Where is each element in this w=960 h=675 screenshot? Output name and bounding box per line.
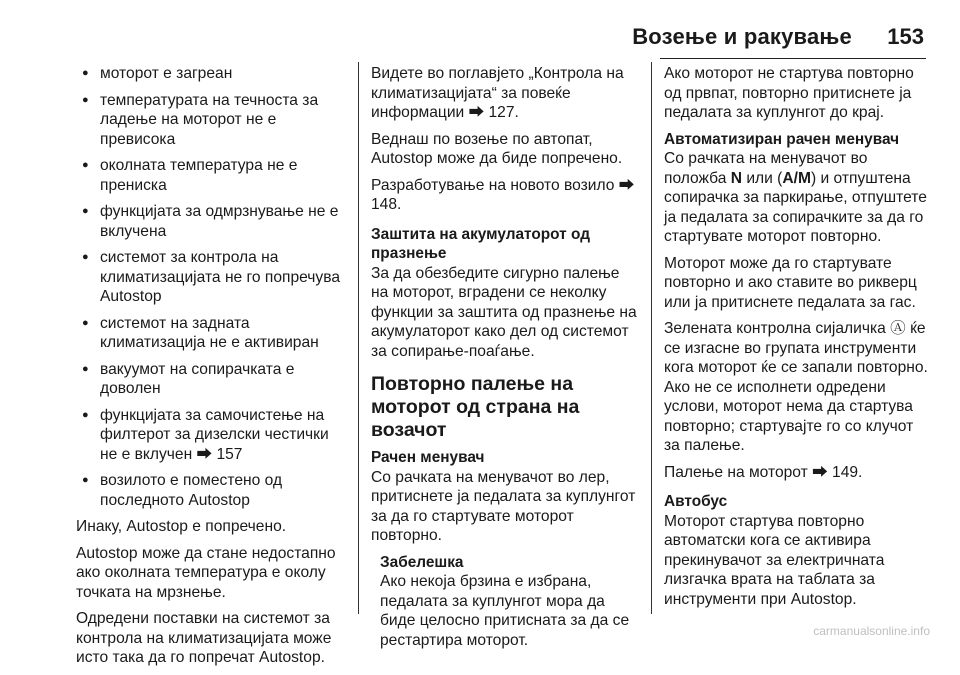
page-header [0,0,960,58]
footer-watermark: carmanualsonline.info [813,624,930,638]
note-title: Забелешка [380,553,464,571]
list-item: ● возилото е поместено од последното Autostop [76,471,348,510]
header-rule [660,58,926,59]
subheading-bus: Автобус [664,493,728,510]
list-item: ● вакуумот на сопирачката е доволен [76,360,348,399]
paragraph: Моторот стартува повторно автоматски кога се активира прекинувачот за електричната лизгачка врата на таблата за инструменти при Autostop. [664,512,885,608]
paragraph: Видете во поглавјето „Контрола на климатизацијата“ за повеќе информации ⮕ 127. [371,65,624,121]
paragraph: Разработување на новото возило ⮕ 148. [371,176,635,213]
list-item: ● функцијата за одмрзнување не е вклучена [76,202,348,241]
list-item: ● околната температура не е прениска [76,156,348,195]
column-divider [358,62,359,614]
subheading-automated-manual: Автоматизиран рачен менувач [664,130,900,148]
paragraph: Ако моторот не стартува повторно од првпат, повторно притиснете ја педалата за куплунгот до крај. [664,65,914,121]
paragraph: Инаку, Autostop е попречено. [76,518,287,535]
gear-am-label: A/M [782,169,811,187]
list-item: ● моторот е загреан [76,64,348,84]
paragraph: Палење на моторот ⮕ 149. [664,463,863,481]
list-item: ● системот за контрола на климатизацијата не го попречува Autostop [76,248,348,307]
subheading-battery-protection: Заштита на акумулаторот од празнење [371,225,590,262]
paragraph: За да обезбедите сигурно палење на моторот, вградени се неколку функции за заштита од празнење на акумулаторот како дел од системот за сопирање-поаѓање. [371,264,637,360]
subheading-manual-transmission: Рачен менувач [371,449,485,466]
paragraph: Веднаш по возење по автопат, Autostop може да биде попречено. [371,130,623,167]
column-middle [371,64,641,657]
autostop-conditions-list [76,64,348,510]
paragraph: Autostop може да стане недостапно ако околната температура е околу точката на мрзнење. [76,544,336,601]
column-right [664,64,932,616]
list-item: ● системот на задната климатизација не е активиран [76,314,348,353]
list-item: ● температурата на течноста за ладење на моторот не е превисока [76,91,348,150]
paragraph: Моторот може да го стартувате повторно и ако ставите во рикверц или ја притиснете педалата за гас. [664,254,917,311]
page-number: 153 [887,24,924,49]
section-heading-restart: Повторно палење на моторот од страна на возачот [371,373,580,441]
column-divider [651,62,652,614]
section-title: Возење и ракување [632,24,852,49]
note-text: Ако некоја брзина е избрана, педалата за куплунгот мора да биде целосно притисната за да се рестартира моторот. [380,573,630,649]
list-item: ● функцијата за самочистење на филтерот за дизелски честички не е вклучен ⮕ 157 [76,406,348,465]
paragraph: Одредени поставки на системот за контрола на климатизацијата може исто така да го попречат Autostop. [76,610,332,666]
paragraph: Со рачката на менувачот во лер, притиснете ја педалата за куплунгот за да го стартувате моторот повторно. [371,468,636,544]
paragraph: Со рачката на менувачот во положба N или (A/M) и отпуштена сопирачка за паркирање, отпуштете ја педалата за сопирачките за да го стартувате моторот повторно. [664,150,927,245]
paragraph: Зелената контролна сијаличка Ⓐ ќе се изгасне во групата инструменти кога моторот ќе се запали повторно. Ако не се исполнети одредени услови, моторот нема да стартува повторно; стартувајте го со клучот за палење. [664,320,928,454]
gear-n-label: N [730,169,742,187]
column-left [76,64,348,675]
